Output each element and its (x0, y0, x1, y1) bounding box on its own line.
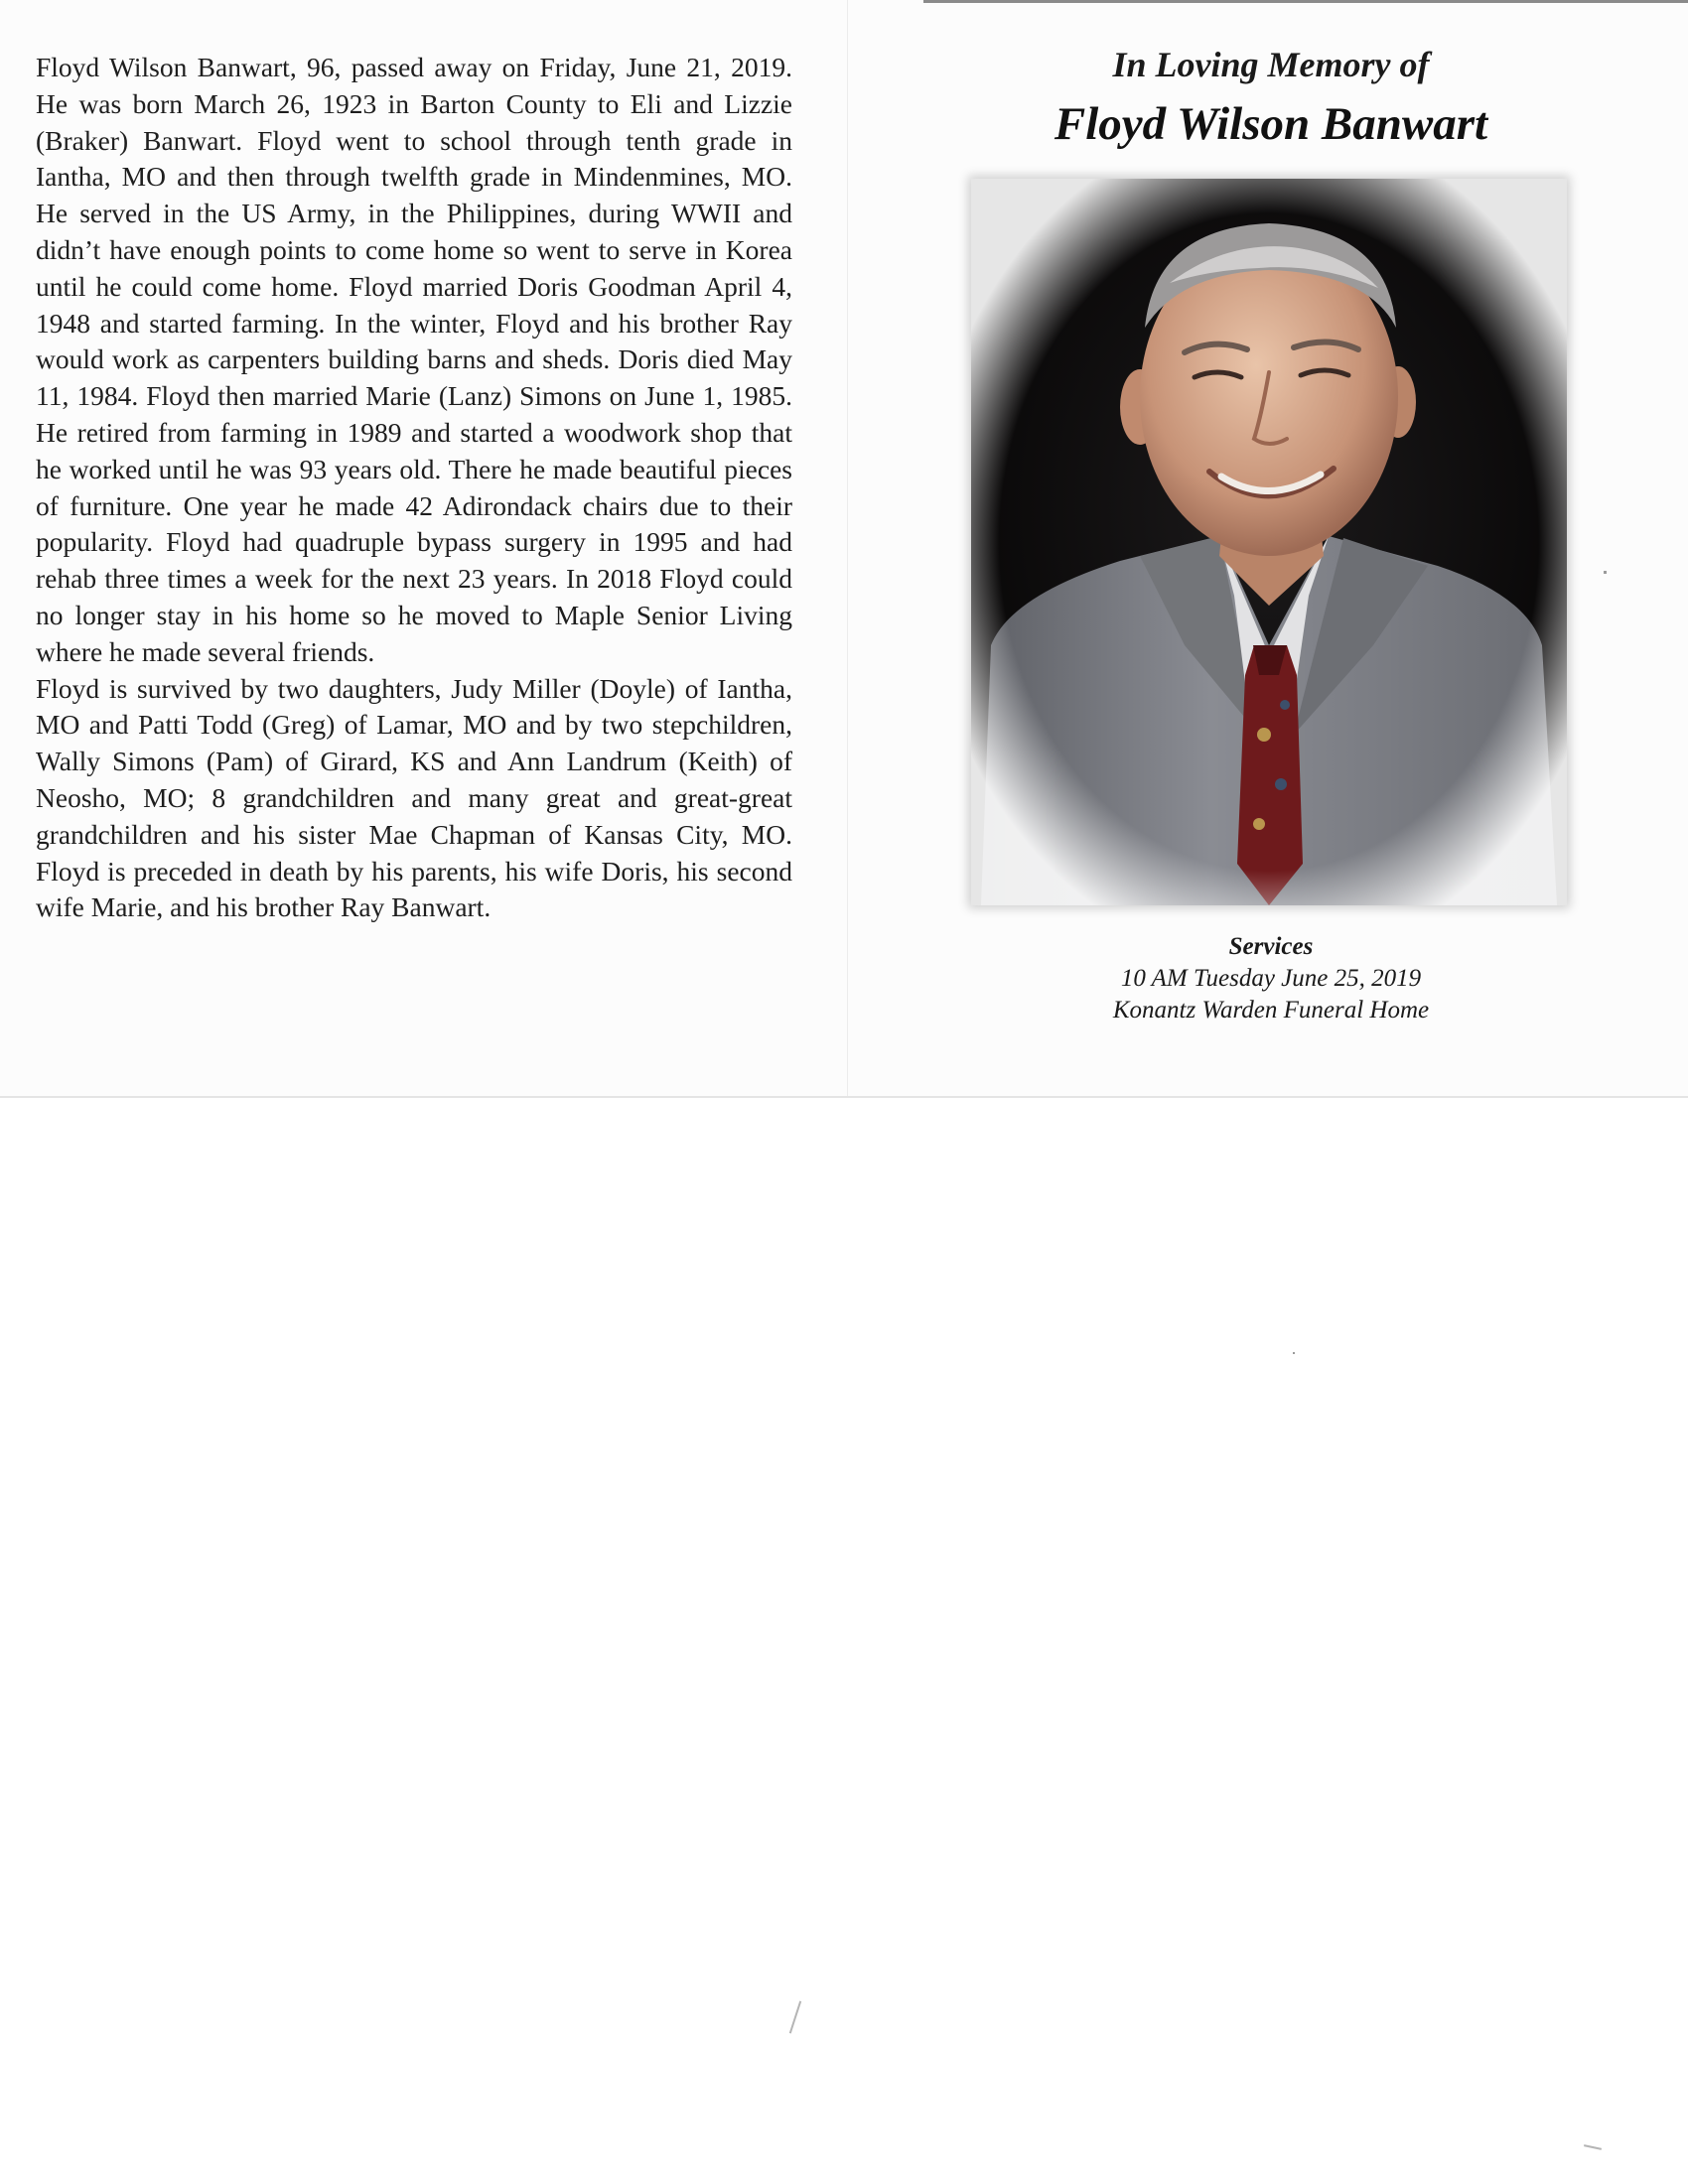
portrait-illustration (971, 179, 1567, 905)
obituary-paragraph-2: Floyd is survived by two daughters, Judy Miller (Doyle) of Iantha, MO and Patti Todd (Greg) of Lamar, MO and by two stepchildren, Wally Simons (Pam) of Girard, KS and Ann Landrum (Keith) of Neosho, MO; 8 grandchildren and many great and great-great grandchildren and his sister Mae Chapman of Kansas City, MO. Floyd is preceded in death by his parents, his wife Doris, his second wife Marie, and his brother Ray Banwart. (36, 672, 792, 923)
card-top-edge (923, 0, 1688, 3)
memorial-heading: In Loving Memory of (1112, 45, 1430, 84)
services-time: 10 AM Tuesday June 25, 2019 (1120, 965, 1422, 992)
scan-mark (1584, 2144, 1602, 2150)
services-label: Services (1228, 933, 1314, 960)
services-place: Konantz Warden Funeral Home (1112, 997, 1430, 1024)
card-fold-line (847, 0, 848, 1096)
obituary-text (36, 50, 792, 926)
scan-mark (789, 2001, 801, 2034)
scan-speck (1604, 571, 1607, 574)
memorial-name: Floyd Wilson Banwart (1054, 98, 1488, 150)
portrait-photo (971, 179, 1567, 905)
scan-speck (1293, 1352, 1295, 1354)
obituary-paragraph-1: Floyd Wilson Banwart, 96, passed away on Friday, June 21, 2019. He was born March 26, 1923 in Barton County to Eli and Lizzie (Braker) Banwart. Floyd went to school through tenth grade in Iantha, MO and then through twelfth grade in Mindenmines, MO. He served in the US Army, in the Philippines, during WWII and didn’t have enough points to come home so went to serve in Korea until he could come home. Floyd married Doris Goodman April 4, 1948 and started farming. In the winter, Floyd and his brother Ray would work as carpenters building barns and sheds. Doris died May 11, 1984. Floyd then married Marie (Lanz) Simons on June 1, 1985. He retired from farming in 1989 and started a woodwork shop that he worked until he was 93 years old. There he made beautiful pieces of furniture. One year he made 42 Adirondack chairs due to their popularity. Floyd had quadruple bypass surgery in 1995 and had rehab three times a week for the next 23 years. In 2018 Floyd could no longer stay in his home so he moved to Maple Senior Living where he made several friends. (36, 52, 792, 667)
